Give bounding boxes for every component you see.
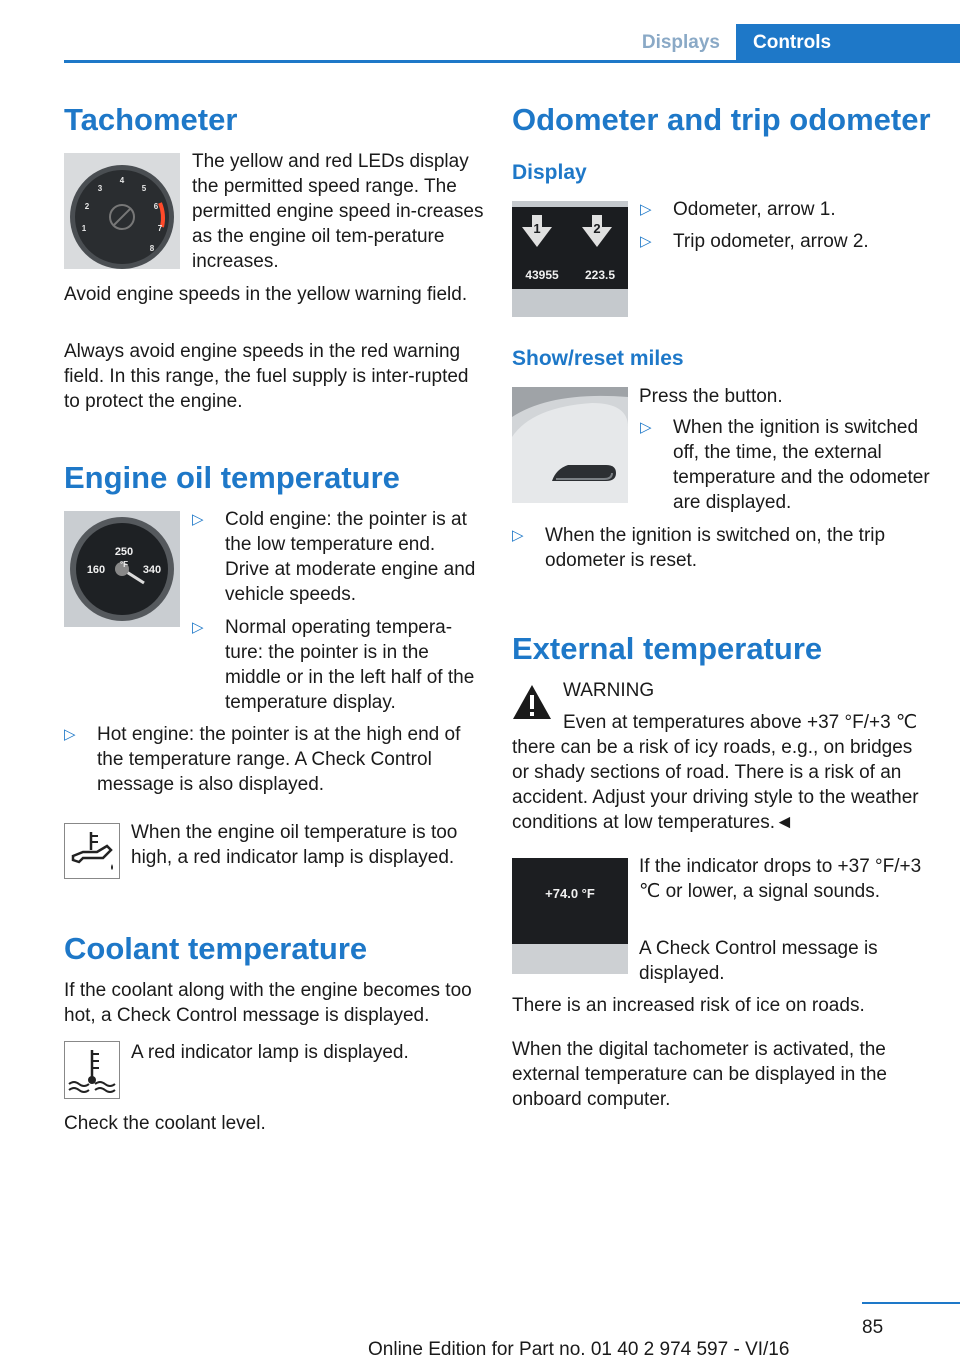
tach-dial-number: 6 bbox=[153, 202, 159, 211]
tachometer-image bbox=[64, 153, 180, 269]
external-temp-display-image bbox=[512, 858, 628, 974]
odometer-arrow-1-label: 1 bbox=[533, 221, 541, 236]
odometer-title: Odometer and trip odometer bbox=[512, 102, 931, 137]
trip-odometer-bullet: ▷ Trip odometer, arrow 2. bbox=[640, 231, 869, 252]
temp-drop-text: If the indicator drops to +37 °F/+3 ℃ or lower, a signal sounds. bbox=[639, 856, 922, 902]
tach-dial-number: 3 bbox=[97, 184, 103, 193]
digital-tachometer-text: When the digital tachometer is activated, the external temperature can be displayed in the onboard computer. bbox=[512, 1039, 887, 1110]
tachometer-para-yellow: Avoid engine speeds in the yellow warning field. bbox=[64, 284, 468, 305]
oil-indicator-text: When the engine oil temperature is too high, a red indicator lamp is displayed. bbox=[131, 822, 458, 868]
bullet-triangle-icon: ▷ bbox=[64, 726, 76, 743]
oil-lamp-icon bbox=[64, 823, 120, 879]
reset-bullet-ignition-on: ▷ When the ignition is switched on, the trip odometer is reset. bbox=[512, 525, 886, 571]
oil-gauge-unit: °F bbox=[119, 560, 129, 569]
bullet-triangle-icon: ▷ bbox=[192, 619, 204, 636]
page-number: 85 bbox=[862, 1317, 884, 1338]
bullet-triangle-icon: ▷ bbox=[512, 527, 524, 544]
coolant-lamp-icon bbox=[64, 1041, 120, 1099]
oil-bullet-hot: ▷ Hot engine: the pointer is at the high end of the temperature range. A Check Control message is also displayed. bbox=[64, 724, 461, 795]
header-rule bbox=[64, 60, 960, 63]
reset-bullet-ignition-off: ▷ When the ignition is switched off, the time, the external temperature and the odometer are displayed. bbox=[640, 417, 930, 513]
tach-dial-number: 8 bbox=[149, 244, 155, 253]
reset-intro: Press the button. bbox=[639, 386, 783, 407]
tachometer-intro: The yellow and red LEDs display the permitted speed range. The permitted engine speed in-creases as the engine oil tem-perature increases. bbox=[192, 151, 484, 272]
coolant-para: If the coolant along with the engine becomes too hot, a Check Control message is displayed. bbox=[64, 980, 472, 1026]
oil-gauge-high: 340 bbox=[142, 564, 162, 576]
oil-gauge-low: 160 bbox=[86, 564, 106, 576]
reset-heading: Show/reset miles bbox=[512, 347, 684, 370]
bullet-triangle-icon: ▷ bbox=[640, 201, 652, 218]
oil-gauge-mid: 250 bbox=[114, 546, 134, 558]
tachometer-title: Tachometer bbox=[64, 102, 238, 137]
tach-dial-number: 1 bbox=[81, 224, 87, 233]
odometer-arrow-2-label: 2 bbox=[593, 221, 601, 236]
tach-dial-number: 5 bbox=[141, 184, 147, 193]
tachometer-para-red: Always avoid engine speeds in the red warning field. In this range, the fuel supply is inter-rupted to protect the engine. bbox=[64, 341, 469, 412]
footer-rule bbox=[862, 1302, 960, 1304]
bullet-triangle-icon: ▷ bbox=[640, 233, 652, 250]
page-header bbox=[0, 0, 960, 64]
tach-dial-number: 2 bbox=[84, 202, 90, 211]
display-heading: Display bbox=[512, 161, 587, 184]
external-temp-display-value: +74.0 °F bbox=[545, 886, 595, 901]
engine-oil-title: Engine oil temperature bbox=[64, 460, 400, 495]
tab-controls[interactable]: Controls bbox=[736, 24, 960, 61]
oil-temperature-gauge-image bbox=[64, 511, 180, 627]
odometer-value: 43955 bbox=[525, 268, 559, 282]
bullet-triangle-icon: ▷ bbox=[192, 511, 204, 528]
coolant-check: Check the coolant level. bbox=[64, 1113, 266, 1134]
trip-value: 223.5 bbox=[584, 268, 616, 282]
odometer-image bbox=[512, 201, 628, 317]
edition-line: Online Edition for Part no. 01 40 2 974 597 - VI/16 bbox=[368, 1339, 790, 1360]
coolant-indicator-text: A red indicator lamp is displayed. bbox=[131, 1042, 409, 1063]
warning-label: WARNING bbox=[563, 680, 655, 701]
reset-button-image bbox=[512, 387, 628, 503]
ice-risk-text: There is an increased risk of ice on roads. bbox=[512, 995, 865, 1016]
tach-dial-number: 4 bbox=[119, 176, 125, 185]
check-control-text: A Check Control message is displayed. bbox=[639, 938, 878, 984]
odometer-bullet: ▷ Odometer, arrow 1. bbox=[640, 199, 836, 220]
external-temp-title: External temperature bbox=[512, 631, 823, 666]
oil-bullet-normal: ▷ Normal operating tempera-ture: the pointer is in the middle or in the left half of the temperature display. bbox=[192, 617, 475, 713]
warning-text: Even at temperatures above +37 °F/+3 ℃ there can be a risk of icy roads, e.g., on bridges or shady sections of road. There is a risk of an accident. Adjust your driving style to the weather conditions at low temperatures.◄ bbox=[512, 712, 919, 833]
oil-bullet-cold: ▷ Cold engine: the pointer is at the low temperature end. Drive at moderate engine and vehicle speeds. bbox=[192, 509, 476, 605]
tach-dial-number: 7 bbox=[157, 224, 163, 233]
bullet-triangle-icon: ▷ bbox=[640, 419, 652, 436]
tab-displays[interactable]: Displays bbox=[641, 32, 720, 53]
coolant-title: Coolant temperature bbox=[64, 931, 368, 966]
